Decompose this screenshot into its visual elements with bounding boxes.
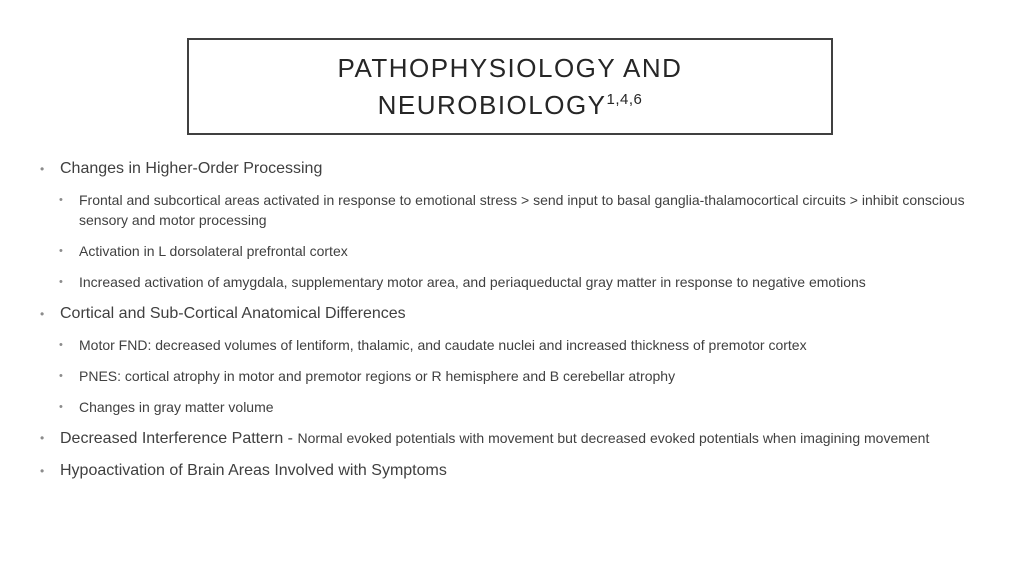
title-box [187,38,833,135]
list-item [59,397,980,417]
list-item [59,366,980,386]
section-heading: Hypoactivation of Brain Areas Involved with Symptoms [60,462,447,479]
bullet-icon: • [40,464,45,478]
section-heading: Decreased Interference Pattern - [60,430,298,447]
sub-item-text: Increased activation of amygdala, supplementary motor area, and periaqueductal gray matter in response to negative emotions [79,274,866,290]
bullet-icon: • [59,339,63,351]
sub-item-text: Frontal and subcortical areas activated in response to emotional stress > send input to basal ganglia-thalamocortical circuits > inhibit conscious sensory and motor processing [79,192,965,228]
section-heading: Changes in Higher-Order Processing [60,160,323,177]
sub-item-text: Changes in gray matter volume [79,399,274,415]
title-citation: 1,4,6 [606,90,643,108]
list-item [59,190,980,230]
list-item [40,303,980,325]
sub-item-text: Motor FND: decreased volumes of lentiform, thalamic, and caudate nuclei and increased thickness of premotor cortex [79,337,807,353]
list-item [59,335,980,355]
bullet-list [40,152,980,482]
bullet-icon: • [59,245,63,257]
slide-title [338,53,683,121]
bullet-icon: • [59,401,63,413]
bullet-icon: • [59,194,63,206]
section-description: Normal evoked potentials with movement but decreased evoked potentials when imagining movement [297,430,930,446]
bullet-icon: • [40,162,45,176]
list-item [59,241,980,261]
bullet-icon: • [59,370,63,382]
sub-item-text: PNES: cortical atrophy in motor and premotor regions or R hemisphere and B cerebellar atrophy [79,368,676,384]
sub-item-text: Activation in L dorsolateral prefrontal cortex [79,243,348,259]
list-item [40,427,980,450]
bullet-icon: • [40,307,45,321]
title-line-1: PATHOPHYSIOLOGY AND [337,52,683,83]
list-item [59,272,980,292]
bullet-icon: • [40,431,45,445]
list-item [40,158,980,180]
section-heading: Cortical and Sub-Cortical Anatomical Differences [60,305,406,322]
title-line-2: NEUROBIOLOGY [377,89,607,120]
list-item [40,460,980,482]
bullet-icon: • [59,276,63,288]
